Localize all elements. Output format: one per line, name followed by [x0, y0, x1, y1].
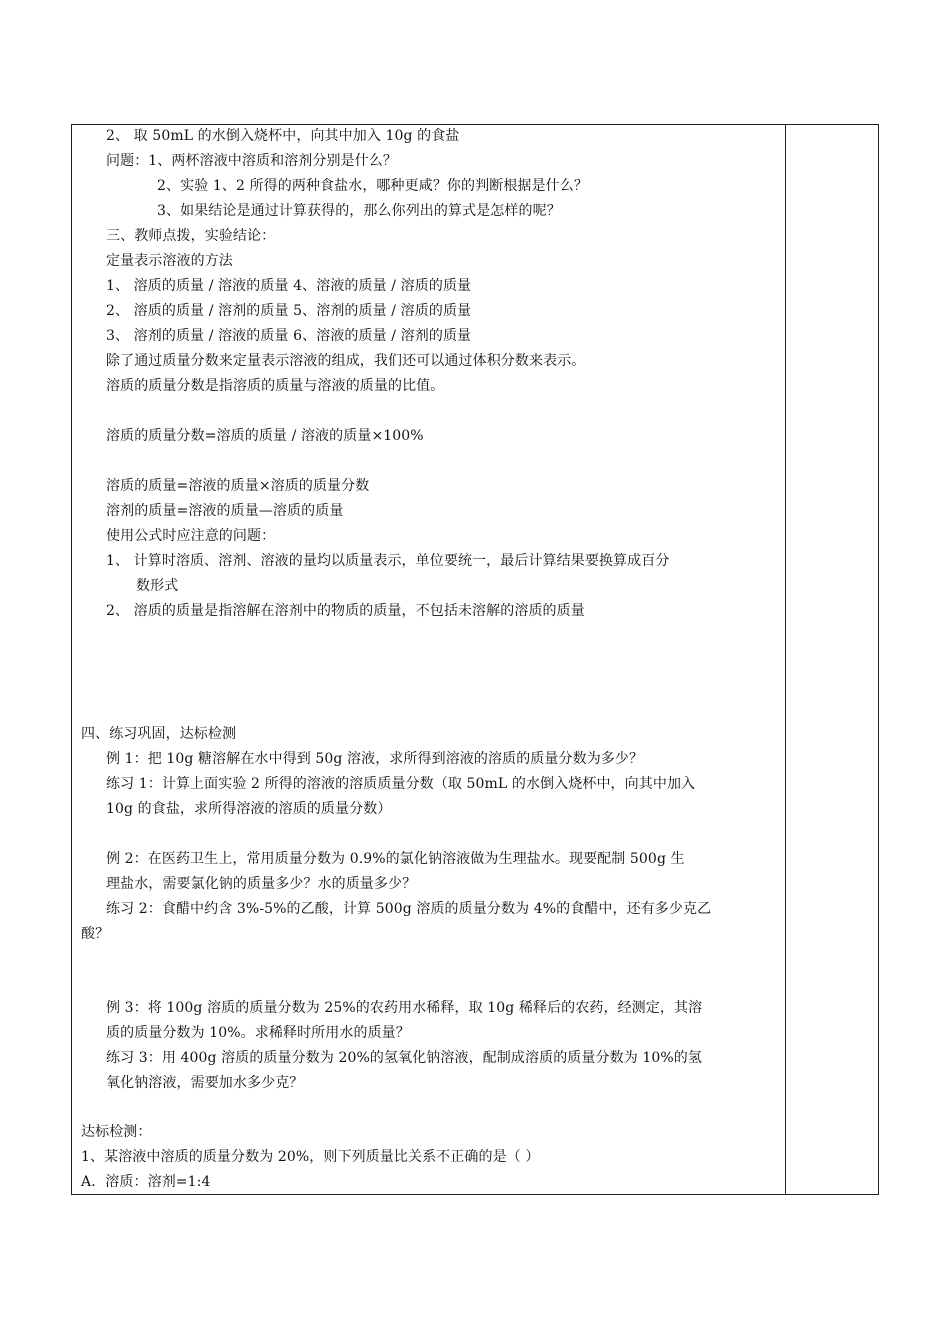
text-line: 数形式: [136, 578, 179, 594]
example-line: 理盐水，需要氯化钠的质量多少？水的质量多少？: [106, 876, 417, 892]
formula-line: 溶质的质量分数=溶质的质量 / 溶液的质量×100%: [106, 428, 424, 444]
example-line: 例 1：把 10g 糖溶解在水中得到 50g 溶液，求所得到溶液的溶质的质量分数为多少？: [106, 751, 644, 767]
exercise-line: 酸？: [81, 926, 110, 942]
text-line: 2、 溶质的质量 / 溶剂的质量 5、溶剂的质量 / 溶质的质量: [106, 303, 472, 319]
formula-line: 溶质的质量=溶液的质量×溶质的质量分数: [106, 478, 370, 494]
formula-line: 溶剂的质量=溶液的质量—溶质的质量: [106, 503, 344, 519]
answer-option: A．溶质：溶剂=1:4: [81, 1174, 211, 1190]
example-line: 例 3：将 100g 溶质的质量分数为 25%的农药用水稀释，取 10g 稀释后的农药，经测定，其溶: [106, 1000, 703, 1016]
text-line: 1、 溶质的质量 / 溶液的质量 4、溶液的质量 / 溶质的质量: [106, 278, 472, 294]
text-line: 1、 计算时溶质、溶剂、溶液的量均以质量表示，单位要统一，最后计算结果要换算成百分: [106, 553, 670, 569]
exercise-line: 练习 2：食醋中约含 3%-5%的乙酸，计算 500g 溶质的质量分数为 4%的食醋中，还有多少克乙: [106, 901, 712, 917]
text-line: 除了通过质量分数来定量表示溶液的组成，我们还可以通过体积分数来表示。: [106, 353, 586, 369]
text-line: 使用公式时应注意的问题：: [106, 528, 276, 544]
exercise-line: 练习 1：计算上面实验 2 所得的溶液的溶质质量分数（取 50mL 的水倒入烧杯中，向其中加入: [106, 776, 696, 792]
text-line: 2、 取 50mL 的水倒入烧杯中，向其中加入 10g 的食盐: [106, 128, 460, 144]
exercise-line: 氧化钠溶液，需要加水多少克？: [106, 1075, 304, 1091]
text-line: 溶质的质量分数是指溶质的质量与溶液的质量的比值。: [106, 378, 445, 394]
example-line: 例 2：在医药卫生上，常用质量分数为 0.9%的氯化钠溶液做为生理盐水。现要配制 500g 生: [106, 851, 685, 867]
text-line: 2、实验 1、2 所得的两种食盐水，哪种更咸？你的判断根据是什么？: [157, 178, 588, 194]
text-line: 3、如果结论是通过计算获得的，那么你列出的算式是怎样的呢？: [157, 203, 561, 219]
section-heading: 达标检测：: [81, 1124, 152, 1140]
lesson-content: [71, 124, 785, 1195]
text-line: 问题：1、两杯溶液中溶质和溶剂分别是什么？: [106, 153, 398, 169]
question-line: 1、某溶液中溶质的质量分数为 20%，则下列质量比关系不正确的是（ ）: [81, 1149, 540, 1165]
exercise-line: 练习 3：用 400g 溶质的质量分数为 20%的氢氧化钠溶液，配制成溶质的质量分数为 10%的氢: [106, 1050, 702, 1066]
example-line: 质的质量分数为 10%。求稀释时所用水的质量？: [106, 1025, 410, 1041]
exercise-line: 10g 的食盐，求所得溶液的溶质的质量分数）: [106, 801, 392, 817]
text-line: 定量表示溶液的方法: [106, 253, 233, 269]
section-heading: 四、练习巩固，达标检测: [81, 726, 237, 742]
text-line: 2、 溶质的质量是指溶解在溶剂中的物质的质量，不包括未溶解的溶质的质量: [106, 603, 585, 619]
section-heading: 三、教师点拨，实验结论：: [106, 228, 276, 244]
column-divider: [785, 124, 786, 1195]
text-line: 3、 溶剂的质量 / 溶液的质量 6、溶液的质量 / 溶剂的质量: [106, 328, 472, 344]
